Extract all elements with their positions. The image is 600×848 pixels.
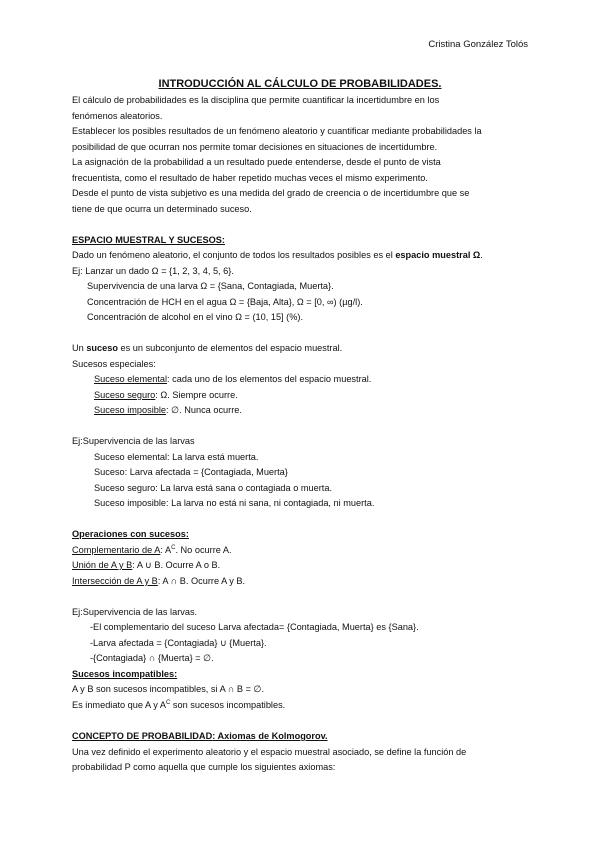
example-line: Suceso seguro: La larva está sana o contagiada o muerta. — [94, 483, 333, 493]
example-line: -{Contagiada} ∩ {Muerta} = ∅. — [90, 653, 214, 663]
complement-superscript: C — [171, 544, 176, 551]
intro-line: Establecer los posibles resultados de un fenómeno aleatorio y cuantificar mediante probabilidades la — [72, 126, 482, 136]
suceso-imposible-text: : ∅. Nunca ocurre. — [166, 405, 242, 415]
intro-line: frecuentista, como el resultado de haber repetido muchas veces el mismo experimento. — [72, 173, 428, 183]
suceso-imposible-line — [94, 404, 242, 416]
intro-line: fenómenos aleatorios. — [72, 111, 163, 121]
concepto-line: probabilidad P como aquella que cumple los siguientes axiomas: — [72, 762, 336, 772]
suceso-def-text: Un — [72, 343, 87, 353]
example-line: Suceso imposible: La larva no está ni sana, ni contagiada, ni muerta. — [94, 498, 375, 508]
suceso-elemental-line — [94, 373, 371, 385]
example-line: Suceso: Larva afectada = {Contagiada, Muerta} — [94, 467, 288, 477]
interseccion-text: : A ∩ B. Ocurre A y B. — [157, 576, 246, 586]
section-heading-incompatibles: Sucesos incompatibles: — [72, 669, 178, 679]
example-line: Suceso elemental: La larva está muerta. — [94, 452, 259, 462]
union-label: Unión de A y B — [72, 560, 133, 570]
section-heading-concepto — [72, 730, 328, 742]
example-line: Ej: Lanzar un dado Ω = {1, 2, 3, 4, 5, 6}. — [72, 266, 234, 276]
sucesos-especiales-label: Sucesos especiales: — [72, 359, 156, 369]
operacion-interseccion — [72, 575, 245, 587]
example-line: Supervivencia de una larva Ω = {Sana, Contagiada, Muerta}. — [87, 281, 334, 291]
incompatibles-line — [72, 699, 285, 711]
espacio-def-text: Dado un fenómeno aleatorio, el conjunto de todos los resultados posibles es el — [72, 250, 396, 260]
suceso-elemental-text: : cada uno de los elementos del espacio muestral. — [167, 374, 372, 384]
suceso-seguro-label: Suceso seguro — [94, 390, 156, 400]
complementario-desc: . No ocurre A. — [175, 545, 232, 555]
example-line: Concentración de HCH en el agua Ω = {Baja, Alta}, Ω = [0, ∞) (µg/l). — [87, 297, 363, 307]
intro-line: El cálculo de probabilidades es la disciplina que permite cuantificar la incertidumbre en los — [72, 95, 440, 105]
suceso-def-rest: es un subconjunto de elementos del espacio muestral. — [117, 343, 343, 353]
page-title: INTRODUCCIÓN AL CÁLCULO DE PROBABILIDADES. — [158, 78, 442, 90]
suceso-elemental-label: Suceso elemental — [94, 374, 168, 384]
example-heading: Ej:Supervivencia de las larvas — [72, 436, 195, 446]
suceso-definition — [72, 342, 342, 354]
suceso-seguro-text: : Ω. Siempre ocurre. — [155, 390, 238, 400]
suceso-imposible-label: Suceso imposible — [94, 405, 167, 415]
incompatibles-text-end: son sucesos incompatibles. — [170, 700, 286, 710]
example-heading: Ej:Supervivencia de las larvas. — [72, 607, 198, 617]
example-line: Concentración de alcohol en el vino Ω = (10, 15] (%). — [87, 312, 304, 322]
incompatibles-line: A y B son sucesos incompatibles, si A ∩ B = ∅. — [72, 684, 265, 694]
intro-line: Desde el punto de vista subjetivo es una medida del grado de creencia o de incertidumbre que se — [72, 188, 470, 198]
intro-line: posibilidad de que ocurran nos permite tomar decisiones en situaciones de incertidumbre. — [72, 142, 438, 152]
concepto-line: Una vez definido el experimento aleatorio y el espacio muestral asociado, se define la función de — [72, 747, 467, 757]
operacion-union — [72, 559, 220, 571]
example-line: -El complementario del suceso Larva afectada= {Contagiada, Muerta} es {Sana}. — [90, 622, 419, 632]
complementario-text: : A — [160, 545, 172, 555]
intro-line: tiene de que ocurra un determinado suceso. — [72, 204, 252, 214]
complement-superscript: C — [165, 699, 171, 706]
section-heading-espacio: ESPACIO MUESTRAL Y SUCESOS: — [72, 235, 225, 245]
espacio-def-end: . — [480, 250, 483, 260]
complementario-label: Complementario de A — [72, 545, 161, 555]
example-line: -Larva afectada = {Contagiada} ∪ {Muerta}. — [90, 638, 267, 648]
section-heading-operaciones: Operaciones con sucesos: — [72, 529, 189, 539]
suceso-term: suceso — [86, 343, 118, 353]
concepto-heading-sub: : Axiomas de Kolmogorov. — [212, 731, 328, 741]
union-text: : A ∪ B. Ocurre A o B. — [132, 560, 221, 570]
operacion-complementario — [72, 544, 232, 556]
espacio-muestral-term: espacio muestral Ω — [395, 250, 481, 260]
interseccion-label: Intersección de A y B — [72, 576, 158, 586]
intro-line: La asignación de la probabilidad a un resultado puede entenderse, desde el punto de vista — [72, 157, 441, 167]
espacio-definition — [72, 249, 483, 261]
author-name: Cristina González Tolós — [428, 39, 528, 50]
incompatibles-text: Es inmediato que A y A — [72, 700, 166, 710]
concepto-heading-label: CONCEPTO DE PROBABILIDAD — [72, 731, 213, 741]
suceso-seguro-line — [94, 389, 238, 401]
